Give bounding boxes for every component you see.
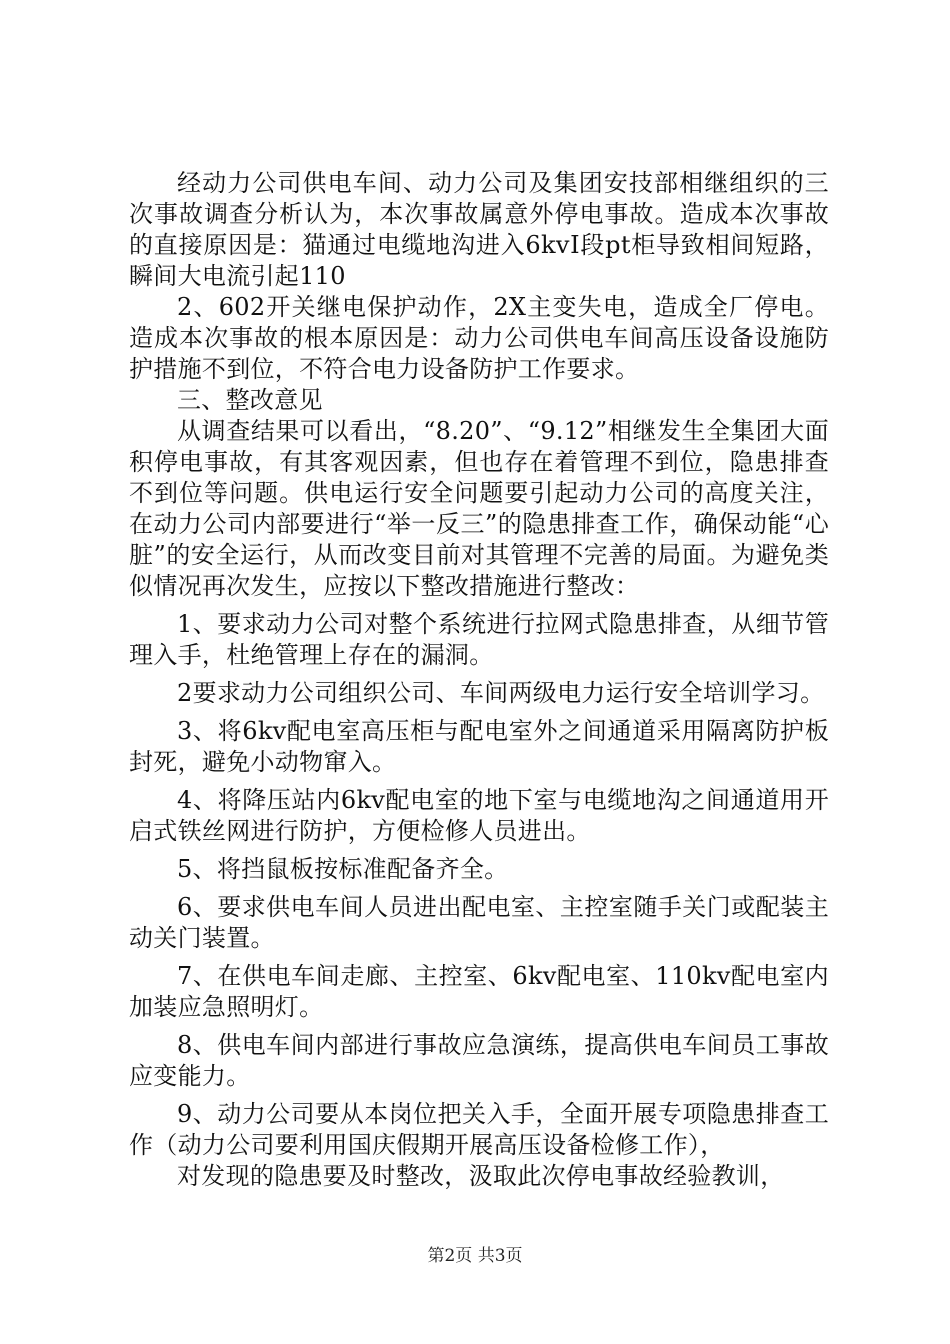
list-item-measure-9: 9、动力公司要从本岗位把关入手，全面开展专项隐患排查工作（动力公司要利用国庆假期开展高压设备检修工作）， [129, 1100, 829, 1159]
page-number-footer: 第2页 共3页 [427, 1246, 523, 1266]
list-item-measure-7: 7、在供电车间走廊、主控室、6kv配电室、110kv配电室内加装应急照明灯。 [129, 962, 829, 1021]
list-item-measure-2: 2要求动力公司组织公司、车间两级电力运行安全培训学习。 [177, 679, 825, 707]
paragraph-root-cause: 2、602开关继电保护动作，2X主变失电，造成全厂停电。造成本次事故的根本原因是：动力公司供电车间高压设备设施防护措施不到位，不符合电力设备防护工作要求。 [129, 293, 829, 383]
document-body [129, 168, 829, 1192]
paragraph-investigation-result: 从调查结果可以看出，“8.20”、“9.12”相继发生全集团大面积停电事故，有其客观因素，但也存在着管理不到位，隐患排查不到位等问题。供电运行安全问题要引起动力公司的高度关注，在动力公司内部要进行“举一反三”的隐患排查工作，确保动能“心脏”的安全运行，从而改变目前对其管理不完善的局面。为避免类似情况再次发生，应按以下整改措施进行整改： [129, 417, 829, 600]
list-item-measure-5: 5、将挡鼠板按标准配备齐全。 [177, 855, 509, 883]
list-item-measure-3: 3、将6kv配电室高压柜与配电室外之间通道采用隔离防护板封死，避免小动物窜入。 [129, 717, 829, 776]
section-heading-rectification: 三、整改意见 [177, 386, 323, 414]
paragraph-direct-cause: 经动力公司供电车间、动力公司及集团安技部相继组织的三次事故调查分析认为，本次事故属意外停电事故。造成本次事故的直接原因是：猫通过电缆地沟进入6kvⅠ段pt柜导致相间短路，瞬间大电流引起110 [129, 169, 829, 290]
list-item-measure-6: 6、要求供电车间人员进出配电室、主控室随手关门或配装主动关门装置。 [129, 893, 829, 952]
paragraph-continuation: 对发现的隐患要及时整改，汲取此次停电事故经验教训， [177, 1162, 785, 1190]
list-item-measure-1: 1、要求动力公司对整个系统进行拉网式隐患排查，从细节管理入手，杜绝管理上存在的漏洞。 [129, 610, 829, 669]
list-item-measure-8: 8、供电车间内部进行事故应急演练，提高供电车间员工事故应变能力。 [129, 1031, 829, 1090]
list-item-measure-4: 4、将降压站内6kv配电室的地下室与电缆地沟之间通道用开启式铁丝网进行防护，方便检修人员进出。 [129, 786, 829, 845]
